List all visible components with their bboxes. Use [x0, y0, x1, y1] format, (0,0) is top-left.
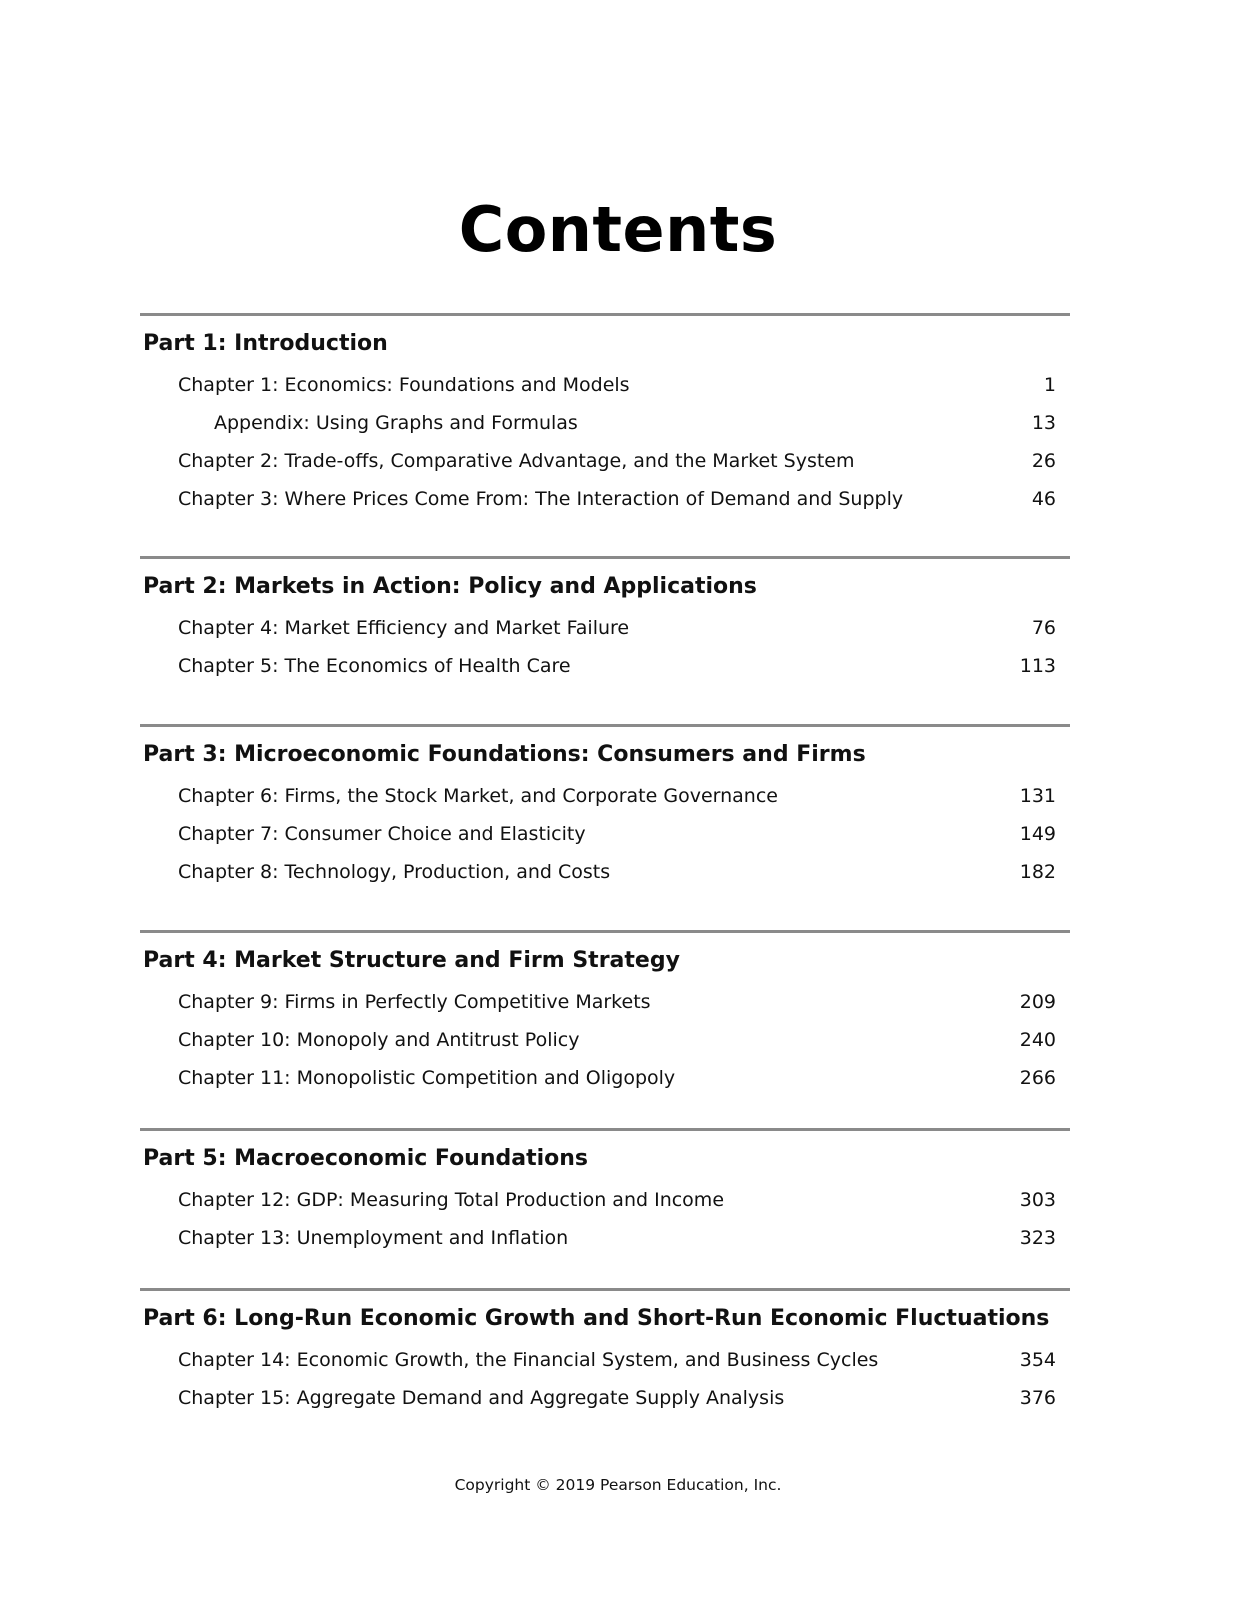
part-title: Part 6: Long-Run Economic Growth and Short-Run Economic Fluctuations	[143, 1306, 1050, 1331]
part-title: Part 4: Market Structure and Firm Strategy	[143, 948, 680, 973]
entry-title: Chapter 2: Trade-offs, Comparative Advantage, and the Market System	[178, 450, 855, 472]
part-divider	[140, 1128, 1070, 1131]
entry-title: Chapter 8: Technology, Production, and Costs	[178, 861, 611, 883]
toc-entry[interactable]	[140, 1181, 1070, 1219]
toc-entry[interactable]	[140, 442, 1070, 480]
entry-title: Chapter 4: Market Efficiency and Market Failure	[178, 617, 630, 639]
chapter-list	[140, 609, 1070, 685]
entry-title: Chapter 5: The Economics of Health Care	[178, 655, 571, 677]
entry-page-number: 376	[1019, 1387, 1056, 1409]
toc-entry[interactable]	[140, 777, 1070, 815]
chapter-list	[140, 1181, 1070, 1257]
entry-title: Chapter 3: Where Prices Come From: The Interaction of Demand and Supply	[178, 488, 904, 510]
chapter-list	[140, 983, 1070, 1097]
entry-page-number: 323	[1019, 1227, 1056, 1249]
entry-title: Chapter 14: Economic Growth, the Financial System, and Business Cycles	[178, 1349, 879, 1371]
toc-entry[interactable]	[140, 647, 1070, 685]
part-divider	[140, 930, 1070, 933]
entry-page-number: 46	[1031, 488, 1056, 510]
entry-page-number: 240	[1019, 1029, 1056, 1051]
entry-title: Chapter 12: GDP: Measuring Total Production and Income	[178, 1189, 725, 1211]
part-divider	[140, 313, 1070, 316]
toc-part-3	[140, 724, 1070, 891]
entry-page-number: 303	[1019, 1189, 1056, 1211]
toc-entry[interactable]	[140, 983, 1070, 1021]
part-title: Part 2: Markets in Action: Policy and Applications	[143, 574, 757, 599]
part-title: Part 1: Introduction	[143, 331, 388, 356]
toc-entry[interactable]	[140, 609, 1070, 647]
entry-page-number: 149	[1019, 823, 1056, 845]
entry-page-number: 13	[1031, 412, 1056, 434]
toc-part-5	[140, 1128, 1070, 1257]
entry-page-number: 209	[1019, 991, 1056, 1013]
entry-title: Chapter 6: Firms, the Stock Market, and Corporate Governance	[178, 785, 778, 807]
entry-page-number: 113	[1019, 655, 1056, 677]
entry-title: Chapter 13: Unemployment and Inflation	[178, 1227, 569, 1249]
toc-entry-appendix[interactable]	[140, 404, 1070, 442]
entry-title: Chapter 11: Monopolistic Competition and Oligopoly	[178, 1067, 676, 1089]
part-divider	[140, 724, 1070, 727]
toc-entry[interactable]	[140, 1059, 1070, 1097]
toc-part-4	[140, 930, 1070, 1097]
toc-entry[interactable]	[140, 1219, 1070, 1257]
entry-title: Chapter 7: Consumer Choice and Elasticity	[178, 823, 586, 845]
entry-title: Chapter 9: Firms in Perfectly Competitive Markets	[178, 991, 651, 1013]
entry-title: Chapter 10: Monopoly and Antitrust Policy	[178, 1029, 580, 1051]
entry-page-number: 131	[1019, 785, 1056, 807]
toc-entry[interactable]	[140, 1379, 1070, 1417]
entry-page-number: 266	[1019, 1067, 1056, 1089]
entry-title: Appendix: Using Graphs and Formulas	[214, 412, 578, 434]
toc-part-6	[140, 1288, 1070, 1417]
chapter-list	[140, 366, 1070, 518]
toc-entry[interactable]	[140, 366, 1070, 404]
part-divider	[140, 556, 1070, 559]
toc-entry[interactable]	[140, 853, 1070, 891]
part-title: Part 5: Macroeconomic Foundations	[143, 1146, 589, 1171]
entry-page-number: 354	[1019, 1349, 1056, 1371]
toc-part-2	[140, 556, 1070, 685]
toc-part-1	[140, 313, 1070, 518]
entry-title: Chapter 1: Economics: Foundations and Models	[178, 374, 630, 396]
entry-title: Chapter 15: Aggregate Demand and Aggregate Supply Analysis	[178, 1387, 785, 1409]
entry-page-number: 182	[1019, 861, 1056, 883]
entry-page-number: 1	[1043, 374, 1056, 396]
part-divider	[140, 1288, 1070, 1291]
chapter-list	[140, 1341, 1070, 1417]
entry-page-number: 76	[1031, 617, 1056, 639]
toc-entry[interactable]	[140, 480, 1070, 518]
entry-page-number: 26	[1031, 450, 1056, 472]
toc-entry[interactable]	[140, 815, 1070, 853]
copyright-footer: Copyright © 2019 Pearson Education, Inc.	[454, 1476, 782, 1494]
page-title: Contents	[458, 193, 778, 266]
toc-entry[interactable]	[140, 1021, 1070, 1059]
part-title: Part 3: Microeconomic Foundations: Consumers and Firms	[143, 742, 866, 767]
toc-entry[interactable]	[140, 1341, 1070, 1379]
chapter-list	[140, 777, 1070, 891]
